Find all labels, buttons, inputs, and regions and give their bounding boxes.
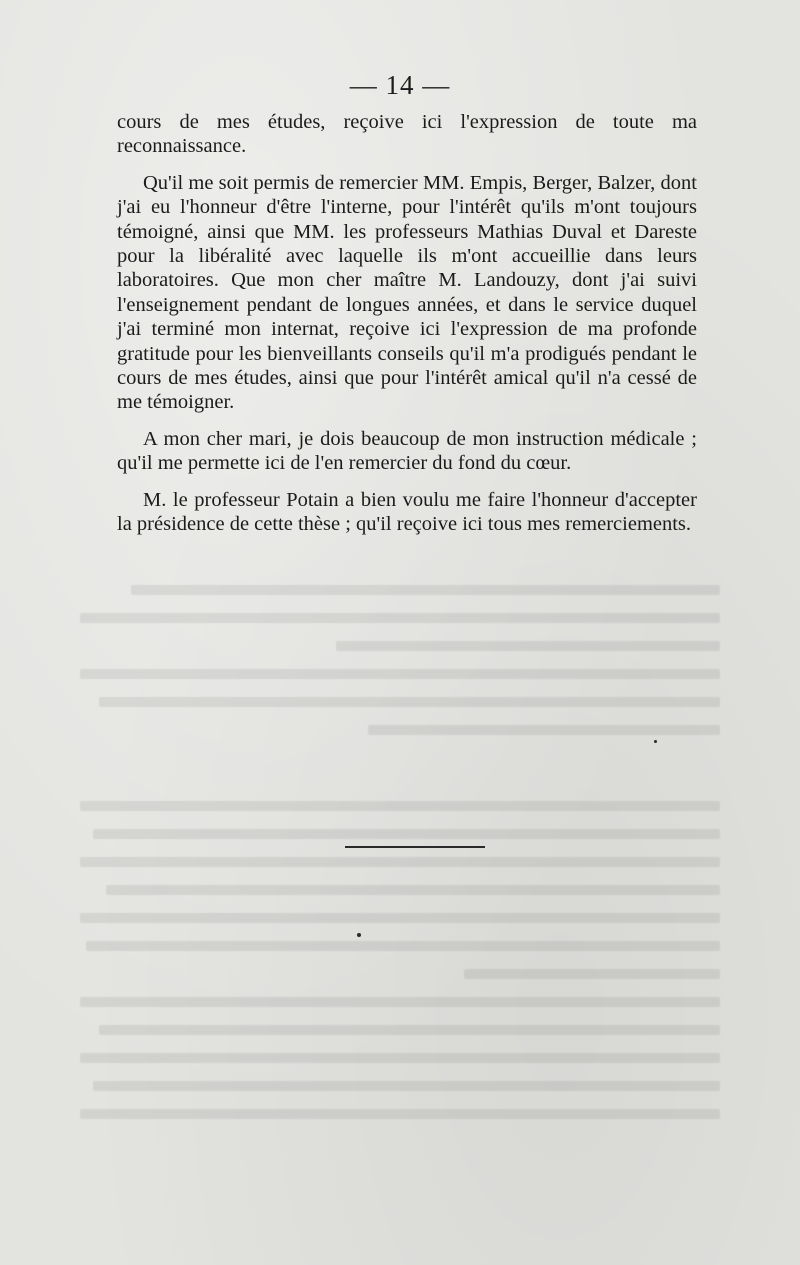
paragraph-4: M. le professeur Potain a bien voulu me faire l'honneur d'accepter la présidence de cette thèse ; qu'il reçoive ici tous mes remerciements. xyxy=(117,488,697,536)
page-number: — 14 — xyxy=(349,70,451,100)
paragraph-2: Qu'il me soit permis de remercier MM. Empis, Berger, Balzer, dont j'ai eu l'honneur d'être l'interne, pour l'intérêt qu'ils m'ont toujours témoigné, ainsi que MM. les professeurs Mathias Duval et Dareste pour la libéralité avec laquelle ils m'ont accueillie dans leurs laboratoires. Que mon cher maître M. Landouzy, dont j'ai suivi l'enseignement pendant de longues années, et dans le service duquel j'ai terminé mon internat, reçoive ici l'expression de ma profonde gratitude pour les bienveillants conseils qu'il m'a prodigués pendant le cours de mes études, ainsi que pour l'intérêt amical qu'il n'a cessé de me témoigner. xyxy=(117,171,697,414)
paragraph-1: cours de mes études, reçoive ici l'expression de toute ma reconnaissance. xyxy=(117,111,697,158)
ink-speck xyxy=(654,740,657,743)
section-divider xyxy=(345,846,485,848)
bleed-through-texture xyxy=(80,585,720,1185)
paragraph-3: A mon cher mari, je dois beaucoup de mon instruction médicale ; qu'il me permette ici de l'en remercier du fond du cœur. xyxy=(117,427,697,475)
ink-speck xyxy=(357,933,361,937)
body-text xyxy=(117,110,697,549)
